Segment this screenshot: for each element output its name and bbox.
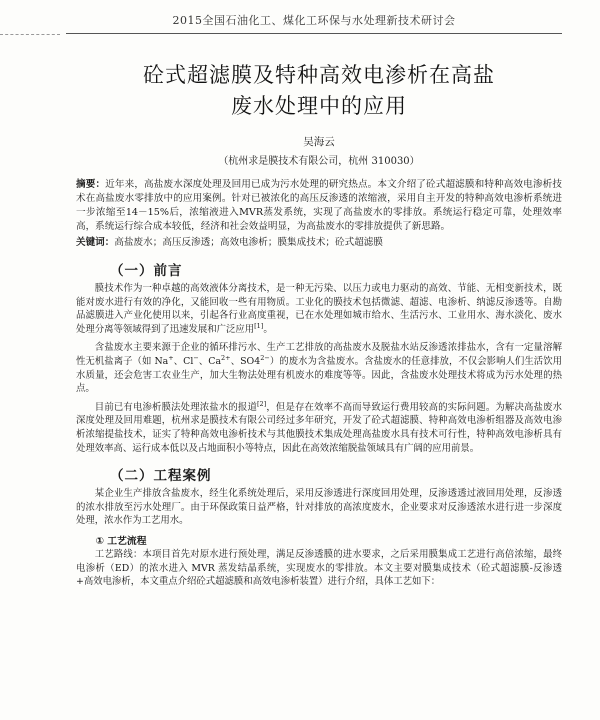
title-line-1: 砼式超滤膜及特种高效电渗析在高盐 — [143, 63, 495, 87]
ion-charge: 2− — [260, 353, 270, 362]
keywords — [76, 236, 562, 250]
section-heading-case: （二）工程案例 — [110, 468, 212, 485]
paragraph-case-1: 某企业生产排放含盐废水，经生化系统处理后，采用反渗透进行深度回用处理，反渗透透过液回用处理，反渗透的浓水排放至污水处理厂。由于环保政策日益严格，针对排放的高浓度废水，企业要求对反渗透浓水进行进一步深度处理，浓水作为工艺用水。 — [76, 488, 562, 527]
citation-ref: [1] — [254, 321, 264, 330]
header-rule-fragment — [0, 34, 60, 35]
section-heading-intro: （一）前言 — [110, 263, 183, 279]
title-line-2: 废水处理中的应用 — [231, 94, 407, 118]
paragraph-text: 膜技术作为一种卓越的高效液体分离技术，是一种无污染、以压力或电力驱动的高效、节能、无相变新技术，既能对废水进行有效的净化，又能回收一些有用物质。工业化的膜技术包括微滤、超滤、电渗析、纳滤反渗透等。自勘品滤膜进入产业化使用以来，引起各行业高度重视，已在水处理如城市给水、生活污水、工业用水、海水淡化、废水处理分离等领域得到了迅速发展和广泛应用 — [76, 283, 562, 335]
keywords-text: 高盐废水；高压反渗透；高效电渗析；膜集成技术；砼式超滤膜 — [114, 237, 383, 248]
paragraph-intro-2 — [76, 341, 562, 395]
abstract-text: 近年来，高盐废水深度处理及回用已成为污水处理的研究热点。本文介绍了砼式超滤膜和特种高效电渗析技术在高盐废水零排放中的应用案例。针对已被浓化的高压反渗透的浓缩液，采用自主开发的特种高效电渗析系统进一步浓缩至14－15%后，浓缩液进入MVR蒸发系统，实现了高盐废水的零排放。系统运行稳定可靠，处理效率高，系统运行综合成本较低，经济和社会效益明显，为高盐废水的零排放提供了新思路。 — [76, 179, 563, 232]
paper-title — [76, 60, 562, 122]
abstract-label: 摘要： — [76, 179, 106, 190]
author-affiliation: （杭州求是膜技术有限公司，杭州 310030） — [218, 156, 420, 167]
paragraph-text: ）的废水为含盐废水。含盐废水的任意排放，不仅会影响人们生活饮用水质量，还会危害工农业生产，加大生物法处理有机废水的难度等等。因此，含盐废水处理技术将成为污水处理的热点。 — [76, 355, 563, 395]
subsection-heading-process: ① 工艺流程 — [95, 535, 147, 547]
paragraph-text: 目前已有电渗析膜法处理浓盐水的报道 — [94, 401, 257, 413]
paragraph-text: ，但是存在效率不高而导致运行费用较高的实际问题。为解决高盐废水深度处理及回用难题，杭州求是膜技术有限公司经过多年研究，开发了砼式超滤膜、特种高效电渗析组器及高效电渗析浓缩提盐技术，证实了特种高效电渗析技术与其他膜技术集成处理高盐废水具有技术可行性，特种高效电渗析具有处理效率高、运行成本低以及占地面积小等特点，因此在高效浓缩脱盐领域具有广阔的应用前景。 — [76, 401, 562, 454]
paragraph-intro-1 — [76, 282, 562, 336]
ion-charge: + — [168, 353, 174, 362]
citation-ref: [2] — [257, 399, 267, 408]
author-name: 吴海云 — [303, 136, 335, 148]
paragraph-text: 、Cl — [173, 355, 194, 367]
paragraph-text: 。 — [263, 323, 273, 335]
ion-charge: 2+ — [221, 353, 231, 362]
paragraph-intro-3 — [76, 401, 562, 455]
ion-charge: − — [193, 353, 199, 362]
paragraph-text: 、Ca — [198, 355, 222, 367]
paragraph-text: 含盐废水主要来源于企业的循环排污水、生产工艺排放的高盐废水及脱盐水站反渗透浓排盐水，含有一定量溶解性无机盐离子（如 Na — [76, 342, 562, 367]
abstract — [76, 178, 562, 234]
paragraph-case-2: 工艺路线：本项目首先对原水进行预处理，满足反渗透膜的进水要求，之后采用膜集成工艺进行高倍浓缩，最终电渗析（ED）的浓水进入 MVR 蒸发结晶系统，实现废水的零排放。本文主要对膜集成技术（砼式超滤膜-反渗透+高效电渗析，本文重点介绍砼式超滤膜和高效电渗析装置）进行介绍，具体工艺如下： — [76, 548, 562, 588]
running-header: 2015全国石油化工、煤化工环保与水处理新技术研讨会 — [66, 0, 562, 34]
paragraph-text: 、SO4 — [230, 355, 261, 367]
keywords-label: 关键词： — [76, 237, 115, 248]
